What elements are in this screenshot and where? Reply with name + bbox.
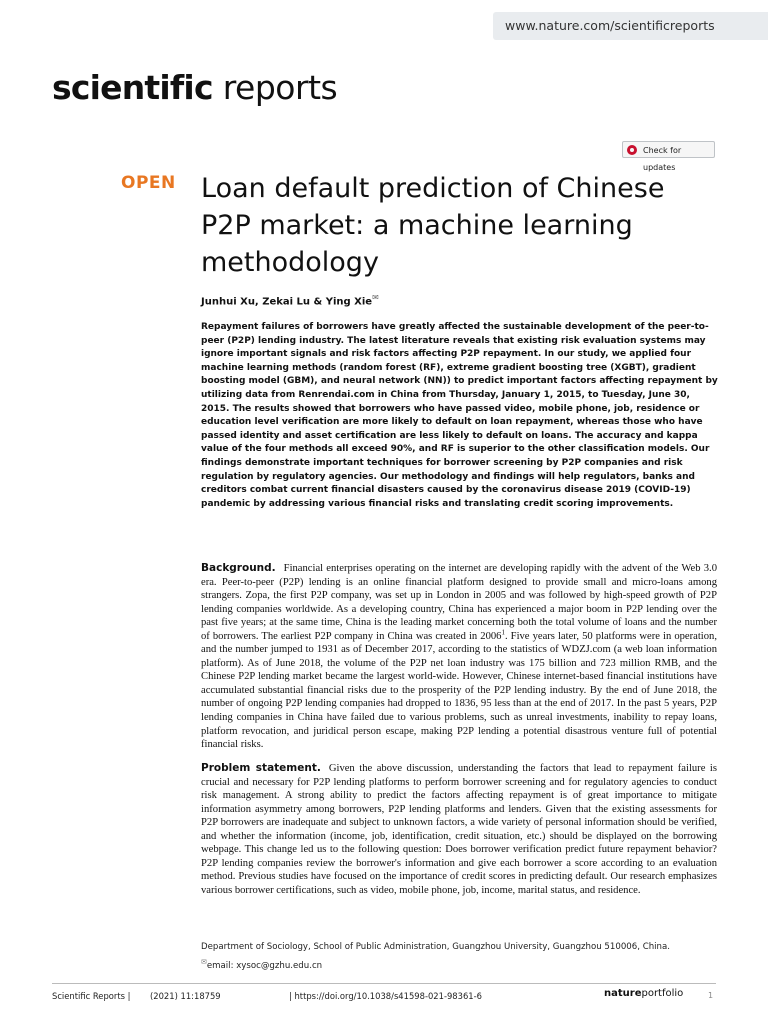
open-access-label: OPEN (121, 173, 176, 193)
journal-logo-light: reports (222, 68, 338, 107)
affiliation-block (201, 940, 721, 974)
corresponding-email[interactable]: email: xysoc@gzhu.edu.cn (206, 960, 323, 971)
footer-volume: (2021) 11:18759 (150, 991, 221, 1001)
corresponding-author-envelope-icon[interactable]: ✉ (372, 293, 379, 302)
footer-divider (52, 983, 716, 984)
affiliation: Department of Sociology, School of Public Administration, Guangzhou University, Guangzhou 510006, China. (201, 942, 670, 952)
journal-logo-bold: scientific (52, 68, 213, 107)
section-text: Given the above discussion, understanding the factors that lead to repayment failure is crucial and necessary for P2P lending platforms to perform borrower screening and for regulatory agencies to conduct risk management. A strong ability to predict the factors affecting repayment is of great importance to mitigate information asymmetry among borrowers, P2P lending platforms and lenders. Given that the existing assessments for P2P borrowers are inadequate and subject to unknown factors, a wide variety of personal information should be verified, and whether the information (income, job, identification, credit situation, etc.) should be displayed on the borrowing webpage. This change led us to the following question: Does borrower verification predict future repayment behavior? P2P lending companies review the borrower's information and give each borrower a score according to an evaluation method. Previous studies have focused on the importance of credit scores in predicting default. Our research emphasizes various borrower certifications, such as video, mobile phone, job, income, marital status, and residence. (201, 763, 717, 896)
envelope-icon: ✉ (201, 958, 207, 966)
section-heading: Background. (201, 562, 276, 574)
section-text-continued: . Five years later, 50 platforms were in operation, and the number jumped to 1931 as of December 2017, according to the statistics of WDZJ.com (a web loan information platform). As of June 2018, the volume of the P2P net loan industry was 175 billion and 723 million RMB, and the Chinese P2P lending market became the largest world-wide. However, Chinese internet-based financial institutions have accumulated substantial financial risks due to the prosperity of the P2P lending industry. By the end of June 2018, the number of ongoing P2P lending companies had dropped to 1836, 95 less than at the end of 2017. In the past 5 years, P2P lending companies in China have failed due to various problems, such as unreal investments, inability to repay loans, platform revocation, and juridical person escape, making P2P lending a potential disastrous venture full of potential financial risks. (201, 630, 717, 751)
footer-journal: Scientific Reports | (52, 991, 131, 1001)
publisher-logo-bold: nature (604, 988, 642, 999)
author-list (201, 293, 379, 307)
section-heading: Problem statement. (201, 762, 321, 774)
journal-logo (52, 68, 337, 107)
article-title: Loan default prediction of Chinese P2P market: a machine learning methodology (201, 173, 665, 278)
publisher-logo-light: portfolio (641, 988, 684, 999)
section-text: Financial enterprises operating on the internet are developing rapidly with the advent of the Web 3.0 era. Peer-to-peer (P2P) lending is an online financial platform designed to provide small and micro-loans among strangers. Zopa, the first P2P company, was set up in London in 2005 and was followed by high-speed growth of P2P lending companies worldwide. As a developing country, China has experienced a major boom in P2P lending over the past five years; at the same time, China is the leading market concerning both the total volume of loans and the number of borrowers. The earliest P2P company in China was created in 2006 (201, 563, 717, 642)
reference-link[interactable]: 1 (501, 628, 505, 637)
check-for-updates-label: Check for updates (643, 146, 682, 172)
abstract: Repayment failures of borrowers have greatly affected the sustainable development of the peer-to-peer (P2P) lending industry. The latest literature reveals that existing risk evaluation systems may ignore important signals and risk factors affecting P2P repayment. In our study, we applied four machine learning methods (random forest (RF), extreme gradient boosting tree (XGBT), gradient boosting model (GBM), and neural network (NN)) to predict important factors affecting repayment by utilizing data from Renrendai.com in China from Thursday, January 1, 2015, to Tuesday, June 30, 2015. The results showed that borrowers who have passed video, mobile phone, job, residence or education level verification are more likely to default on loan repayment, whereas those who have passed identity and asset certification are less likely to default on loans. The accuracy and kappa value of the four methods all exceed 90%, and RF is superior to the other classification models. Our findings demonstrate important techniques for borrower screening by P2P companies and risk regulation by regulatory agencies. Our methodology and findings will help regulators, banks and creditors combat current financial disasters caused by the coronavirus disease 2019 (COVID-19) pandemic by addressing various financial risks and translating credit scoring improvements. (201, 322, 718, 509)
crossmark-icon (627, 145, 637, 155)
page-number: 1 (708, 991, 714, 1000)
email-line (201, 955, 721, 974)
publisher-logo (604, 988, 683, 999)
check-for-updates-button[interactable] (622, 141, 715, 172)
journal-url[interactable]: www.nature.com/scientificreports (493, 12, 768, 40)
section-background (201, 562, 717, 752)
section-problem-statement (201, 762, 717, 897)
footer-doi-link[interactable]: | https://doi.org/10.1038/s41598-021-98361-6 (289, 991, 482, 1001)
author-names: Junhui Xu, Zekai Lu & Ying Xie (201, 296, 373, 308)
